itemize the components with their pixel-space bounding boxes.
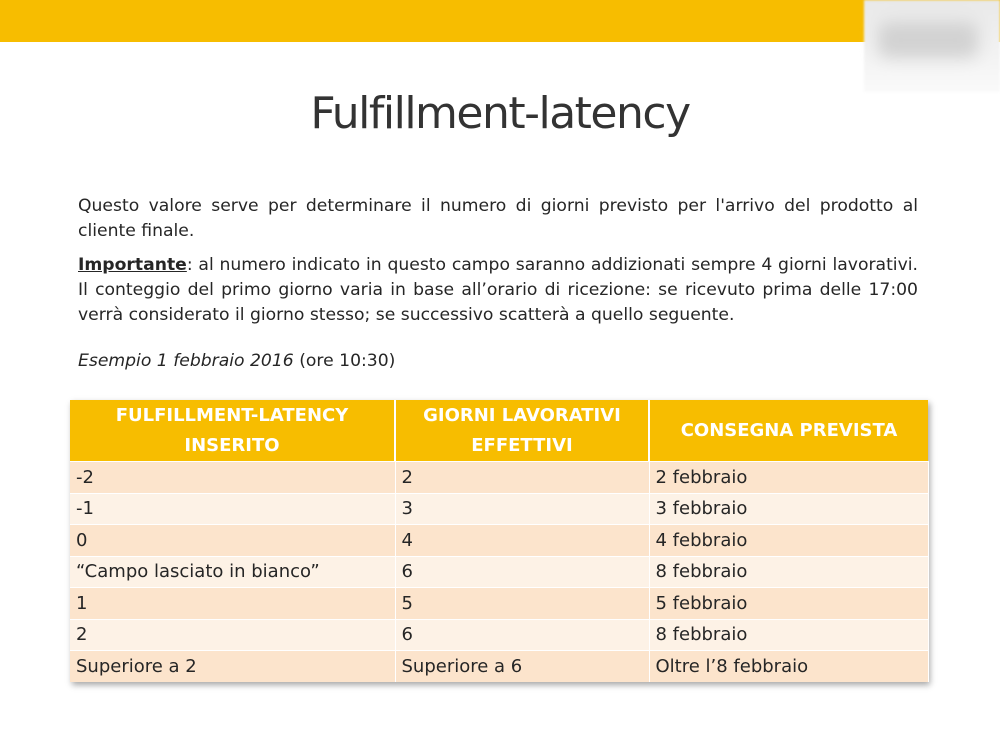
table-row [70,493,928,525]
slide-title: Fulfillment-latency [310,88,690,139]
example-date: Esempio 1 febbraio 2016 [78,351,294,371]
latency-table [70,400,929,682]
cell-latency: -2 [70,462,395,494]
latency-table-wrapper [70,400,928,682]
table-row [70,651,928,682]
blurred-logo [864,0,1000,92]
cell-latency: -1 [70,493,395,525]
example-line [78,349,395,374]
table-header-row [70,400,928,462]
cell-delivery: Oltre l’8 febbraio [649,651,928,682]
table-row [70,556,928,588]
cell-latency: Superiore a 2 [70,651,395,682]
cell-days: 4 [395,525,649,557]
header-consegna-prevista: CONSEGNA PREVISTA [649,400,928,462]
important-text: : al numero indicato in questo campo saranno addizionati sempre 4 giorni lavorativi. Il conteggio del primo giorno varia in base all’orario di ricezione: se ricevuto prima delle 17:00 verrà considerato il giorno stesso; se successivo scatterà a quello seguente. [78,255,946,325]
table-row [70,525,928,557]
top-accent-band [0,0,1000,42]
cell-latency: “Campo lasciato in bianco” [70,556,395,588]
cell-latency: 0 [70,525,395,557]
cell-latency: 1 [70,588,395,620]
table-row [70,619,928,651]
cell-days: 5 [395,588,649,620]
cell-days: 3 [395,493,649,525]
example-time: (ore 10:30) [293,351,396,371]
cell-days: 6 [395,619,649,651]
header-giorni-lavorativi: GIORNI LAVORATIVI EFFETTIVI [395,400,649,462]
cell-days: 2 [395,462,649,494]
header-fulfillment-latency: FULFILLMENT-LATENCY INSERITO [70,400,395,462]
intro-paragraph: Questo valore serve per determinare il numero di giorni previsto per l'arrivo del prodotto al cliente finale. [78,196,918,241]
table-row [70,588,928,620]
cell-delivery: 5 febbraio [649,588,928,620]
cell-days: 6 [395,556,649,588]
cell-delivery: 8 febbraio [649,556,928,588]
cell-delivery: 3 febbraio [649,493,928,525]
cell-delivery: 4 febbraio [649,525,928,557]
cell-delivery: 2 febbraio [649,462,928,494]
cell-latency: 2 [70,619,395,651]
important-label: Importante [78,255,187,275]
table-row [70,462,928,494]
important-paragraph [78,253,946,328]
cell-delivery: 8 febbraio [649,619,928,651]
cell-days: Superiore a 6 [395,651,649,682]
